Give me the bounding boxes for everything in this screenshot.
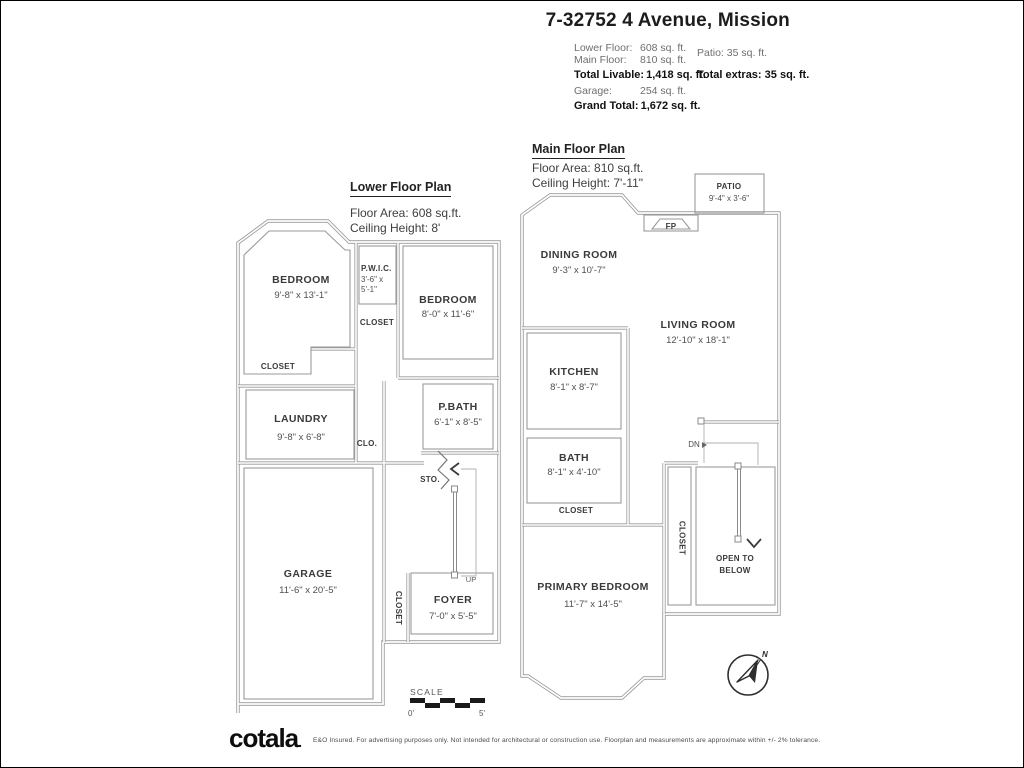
room-dims-primary: 11'-7" x 14'-5" [564, 599, 622, 610]
stat-label: Lower Floor: [574, 42, 633, 54]
room-dims-living: 12'-10" x 18'-1" [666, 335, 730, 346]
stat-row-grand-total [574, 100, 706, 112]
room-label-closet-mid: CLOSET [359, 318, 395, 327]
room-label-primary: PRIMARY BEDROOM [537, 581, 649, 593]
room-dims-laundry: 9'-8" x 6'-8" [277, 432, 325, 443]
main-stair-post-bottom [735, 536, 741, 542]
room-dims-bedroom2: 8'-0" x 11'-6" [421, 309, 475, 320]
north-compass [721, 646, 779, 704]
room-label-closet-v: CLOSET [677, 520, 687, 556]
room-dims-pwic-1: 3'-6" x [361, 275, 384, 284]
stat-value: 35 sq. ft. [726, 47, 768, 59]
room-label-kitchen: KITCHEN [549, 366, 599, 378]
room-label-bedroom1: BEDROOM [272, 274, 330, 286]
room-label-laundry: LAUNDRY [274, 413, 328, 425]
page-title: 7-32752 4 Avenue, Mission [545, 10, 790, 31]
room-dims-pwic-2: 5'-1" [361, 285, 377, 294]
room-label-clo: CLO. [356, 439, 378, 448]
room-dims-dining: 9'-3" x 10'-7" [552, 265, 606, 276]
scale-bar-segments [410, 698, 485, 708]
room-dims-bath: 8'-1" x 4'-10" [547, 467, 601, 478]
stat-value: 1,418 sq. ft. [646, 69, 707, 81]
scale-bar [407, 685, 497, 717]
stat-value: 1,672 sq. ft. [640, 100, 701, 112]
main-floor-plan-drawing [520, 172, 782, 704]
room-label-garage: GARAGE [283, 568, 333, 580]
stair-rail-post-bottom [452, 572, 458, 578]
room-label-closet-vert: CLOSET [394, 590, 403, 626]
stair-rail-post-top [452, 486, 458, 492]
room-dims-patio: 9'-4" x 3'-6" [708, 194, 750, 203]
stair-up-label: UP [465, 575, 477, 584]
room-dims-kitchen: 8'-1" x 8'-7" [550, 382, 598, 393]
fireplace-label: FP [665, 222, 677, 231]
room-label-foyer: FOYER [433, 594, 473, 606]
stat-value: 35 sq. ft. [764, 69, 810, 81]
stat-row-total-livable [574, 69, 706, 81]
room-dims-bedroom1: 9'-8" x 13'-1" [274, 290, 328, 301]
open-to-below-label-2: BELOW [719, 566, 751, 575]
stat-row-garage [574, 85, 706, 97]
room-dims-pbath: 6'-1" x 8'-5" [434, 417, 482, 428]
scale-end-label: 5' [479, 709, 485, 718]
cotala-logo [229, 723, 301, 754]
stat-label: Garage: [574, 85, 612, 97]
stair-dn-label: DN [688, 440, 700, 449]
room-dims-garage: 11'-6" x 20'-5" [279, 585, 337, 596]
stat-value: 254 sq. ft. [640, 85, 687, 97]
stat-label: Total Livable: [574, 69, 645, 81]
room-dims-foyer: 7'-0" x 5'-5" [429, 611, 477, 622]
stat-label: Patio: [697, 47, 724, 59]
stat-row-lower-floor [574, 42, 706, 54]
extras-stats [697, 47, 809, 81]
room-label-patio: PATIO [716, 182, 742, 191]
lower-ceiling-height: Ceiling Height: 8' [350, 221, 441, 235]
logo-text: cotala [229, 723, 299, 753]
lower-plan-title: Lower Floor Plan [350, 180, 451, 197]
scale-label: SCALE [410, 687, 444, 697]
room-label-pwic: P.W.I.C. [361, 264, 392, 273]
stat-value: 608 sq. ft. [640, 42, 687, 54]
lower-floor-plan-drawing [237, 219, 501, 715]
balcony-post [698, 418, 704, 424]
room-label-sto: STO. [420, 475, 440, 484]
room-label-closet-left: CLOSET [260, 362, 296, 371]
disclaimer-text: E&O Insured. For advertising purposes only. Not intended for architectural or construction use. Floorplan and measurements are approximate within +/- 2% tolerance. [313, 737, 821, 744]
main-ceiling-height: Ceiling Height: 7'-11" [532, 176, 644, 190]
room-label-pbath: P.BATH [438, 401, 478, 413]
main-stair-rail [738, 467, 741, 539]
stair-rail [454, 490, 457, 576]
lower-floor-area: Floor Area: 608 sq.ft. [350, 206, 462, 220]
room-label-bath: BATH [559, 452, 589, 464]
stat-row-patio [697, 47, 809, 59]
room-label-closet-h: CLOSET [558, 506, 594, 515]
compass-north-label: N [762, 650, 768, 659]
room-label-dining: DINING ROOM [540, 249, 618, 261]
main-stair-post-top [735, 463, 741, 469]
area-stats [574, 42, 706, 112]
stat-label: Main Floor: [574, 54, 627, 66]
main-floor-area: Floor Area: 810 sq.ft. [532, 161, 644, 175]
main-plan-title: Main Floor Plan [532, 142, 625, 159]
scale-start-label: 0' [408, 709, 414, 718]
stat-label: Grand Total: [574, 100, 639, 112]
room-label-living: LIVING ROOM [660, 319, 736, 331]
stat-row-main-floor [574, 54, 706, 66]
logo-dot: . [298, 734, 302, 750]
stat-row-total-extras [697, 69, 809, 81]
room-label-bedroom2: BEDROOM [419, 294, 477, 306]
open-to-below-label-1: OPEN TO [716, 554, 754, 563]
stat-value: 810 sq. ft. [640, 54, 687, 66]
stat-label: Total extras: [697, 69, 762, 81]
